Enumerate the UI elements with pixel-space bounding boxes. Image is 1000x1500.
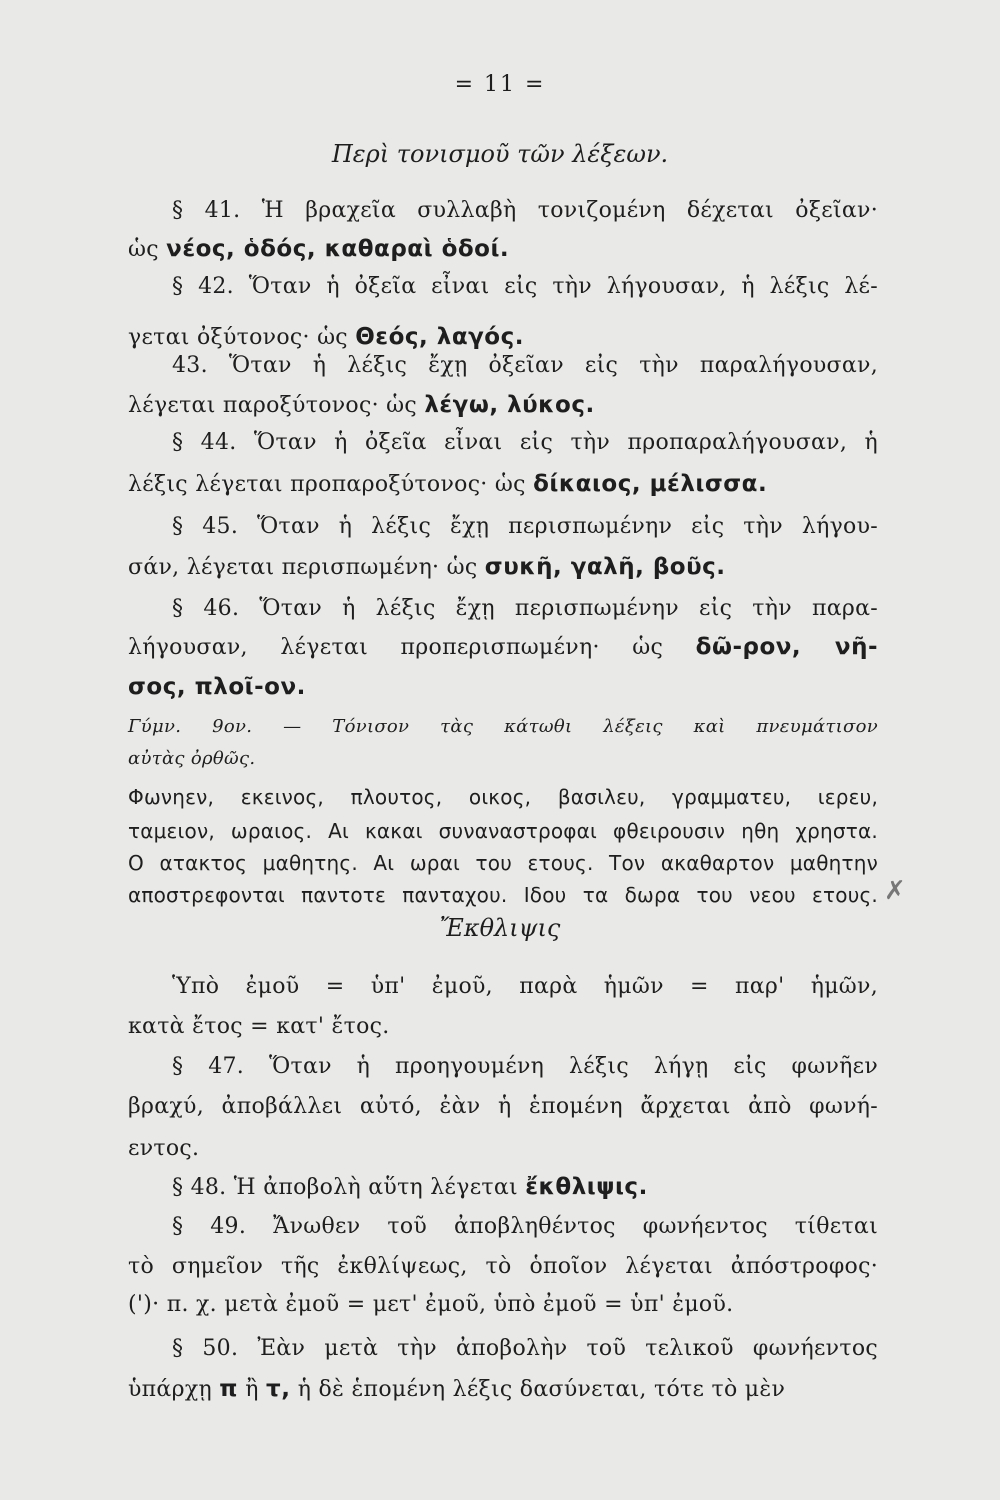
letter-tau: τ, — [266, 1376, 291, 1402]
ekthlipsis-example-line-2: κατὰ ἔτος = κατ' ἔτος. — [128, 1014, 390, 1039]
paragraph-47-line-1: § 47. Ὅταν ἡ προηγουμένη λέξις λήγῃ εἰς φωνῆεν — [172, 1054, 878, 1079]
paragraph-48-line-1: § 48. Ἡ ἀποβολὴ αὕτη λέγεται ἔκθλιψις. — [172, 1174, 648, 1200]
subheading: Ἔκθλιψις — [439, 914, 561, 942]
paragraph-46-line-3 — [128, 672, 878, 703]
term-ekthlipsis: ἔκθλιψις. — [525, 1174, 648, 1200]
example-words: συκῆ, γαλῆ, βοῦς. — [484, 554, 726, 580]
paragraph-49-line-1: § 49. Ἄνωθεν τοῦ ἀποβληθέντος φωνήεντος τίθεται — [172, 1214, 878, 1239]
paragraph-50-line-2: ὑπάρχῃ π ἢ τ, ἡ δὲ ἑπομένη λέξις δασύνεται, τότε τὸ μὲν — [128, 1376, 786, 1402]
page-number: = 11 = — [454, 72, 546, 97]
paragraph-45-line-2: σάν, λέγεται περισπωμένη· ὡς συκῆ, γαλῆ, βοῦς. — [128, 554, 726, 580]
example-words: δῶ-ρον, νῆ- — [695, 634, 878, 660]
exercise-text-line-4: αποστρεφονται παντοτε πανταχου. Ιδου τα δωρα του νεου ετους. — [128, 883, 878, 907]
letter-pi: π — [219, 1376, 238, 1402]
paragraph-46-line-2: λήγουσαν, λέγεται προπερισπωμένη· ὡς δῶ-ρον, νῆ- — [128, 634, 878, 660]
paragraph-45-line-1: § 45. Ὅταν ἡ λέξις ἔχῃ περισπωμένην εἰς τὴν λήγου- — [172, 514, 878, 539]
paragraph-44-line-2: λέξις λέγεται προπαροξύτονος· ὡς δίκαιος, μέλισσα. — [128, 471, 768, 497]
example-words: Θεός, λαγός. — [355, 324, 524, 350]
paragraph-41-line-1: § 41. Ἡ βραχεῖα συλλαβὴ τονιζομένη δέχεται ὀξεῖαν· — [172, 198, 878, 223]
paragraph-49-line-2: τὸ σημεῖον τῆς ἐκθλίψεως, τὸ ὁποῖον λέγεται ἀπόστροφος· — [128, 1254, 878, 1279]
paragraph-41-line-2: ὡς νέος, ὁδός, καθαραὶ ὁδοί. — [128, 236, 510, 262]
section-heading: Περὶ τονισμοῦ τῶν λέξεων. — [331, 140, 669, 168]
exercise-text-line-3: Ο ατακτος μαθητης. Αι ωραι του ετους. Τον ακαθαρτον μαθητην — [128, 851, 878, 875]
paragraph-47-line-3: εντος. — [128, 1136, 200, 1161]
paragraph-43-line-2: λέγεται παροξύτονος· ὡς λέγω, λύκος. — [128, 392, 595, 418]
example-words: σος, πλοῖ-ον. — [128, 674, 306, 700]
paragraph-44-line-1: § 44. Ὅταν ἡ ὀξεῖα εἶναι εἰς τὴν προπαραλήγουσαν, ἡ — [172, 430, 878, 455]
example-words: νέος, ὁδός, καθαραὶ ὁδοί. — [166, 236, 510, 262]
paragraph-42-line-2: γεται ὀξύτονος· ὡς Θεός, λαγός. — [128, 324, 524, 350]
exercise-instruction-line-1: Γύμν. 9ον. — Τόνισον τὰς κάτωθι λέξεις καὶ πνευμάτισον — [128, 716, 878, 737]
margin-cross-mark: ✗ — [884, 876, 906, 906]
example-words: δίκαιος, μέλισσα. — [533, 471, 768, 497]
paragraph-42-line-1: § 42. Ὅταν ἡ ὀξεῖα εἶναι εἰς τὴν λήγουσαν, ἡ λέξις λέ- — [172, 274, 878, 299]
paragraph-50-line-1: § 50. Ἐὰν μετὰ τὴν ἀποβολὴν τοῦ τελικοῦ φωνήεντος — [172, 1336, 878, 1361]
paragraph-43-line-1: 43. Ὅταν ἡ λέξις ἔχῃ ὀξεῖαν εἰς τὴν παραλήγουσαν, — [172, 353, 878, 378]
example-words: λέγω, λύκος. — [424, 392, 595, 418]
paragraph-46-line-1: § 46. Ὅταν ἡ λέξις ἔχῃ περισπωμένην εἰς τὴν παρα- — [172, 596, 878, 621]
exercise-instruction-line-2: αὐτὰς ὀρθῶς. — [128, 748, 256, 769]
ekthlipsis-example-line-1: Ὑπὸ ἐμοῦ = ὑπ' ἐμοῦ, παρὰ ἡμῶν = παρ' ἡμῶν, — [172, 974, 878, 999]
paragraph-47-line-2: βραχύ, ἀποβάλλει αὐτό, ἐὰν ἡ ἑπομένη ἄρχεται ἀπὸ φωνή- — [128, 1094, 878, 1119]
paragraph-49-line-3: (')· π. χ. μετὰ ἐμοῦ = μετ' ἐμοῦ, ὑπὸ ἐμοῦ = ὑπ' ἐμοῦ. — [128, 1292, 734, 1317]
exercise-text-line-1: Φωνηεν, εκεινος, πλουτος, οικος, βασιλευ, γραμματευ, ιερευ, — [128, 785, 878, 809]
exercise-text-line-2: ταμειον, ωραιος. Αι κακαι συναναστροφαι φθειρουσιν ηθη χρηστα. — [128, 819, 878, 843]
